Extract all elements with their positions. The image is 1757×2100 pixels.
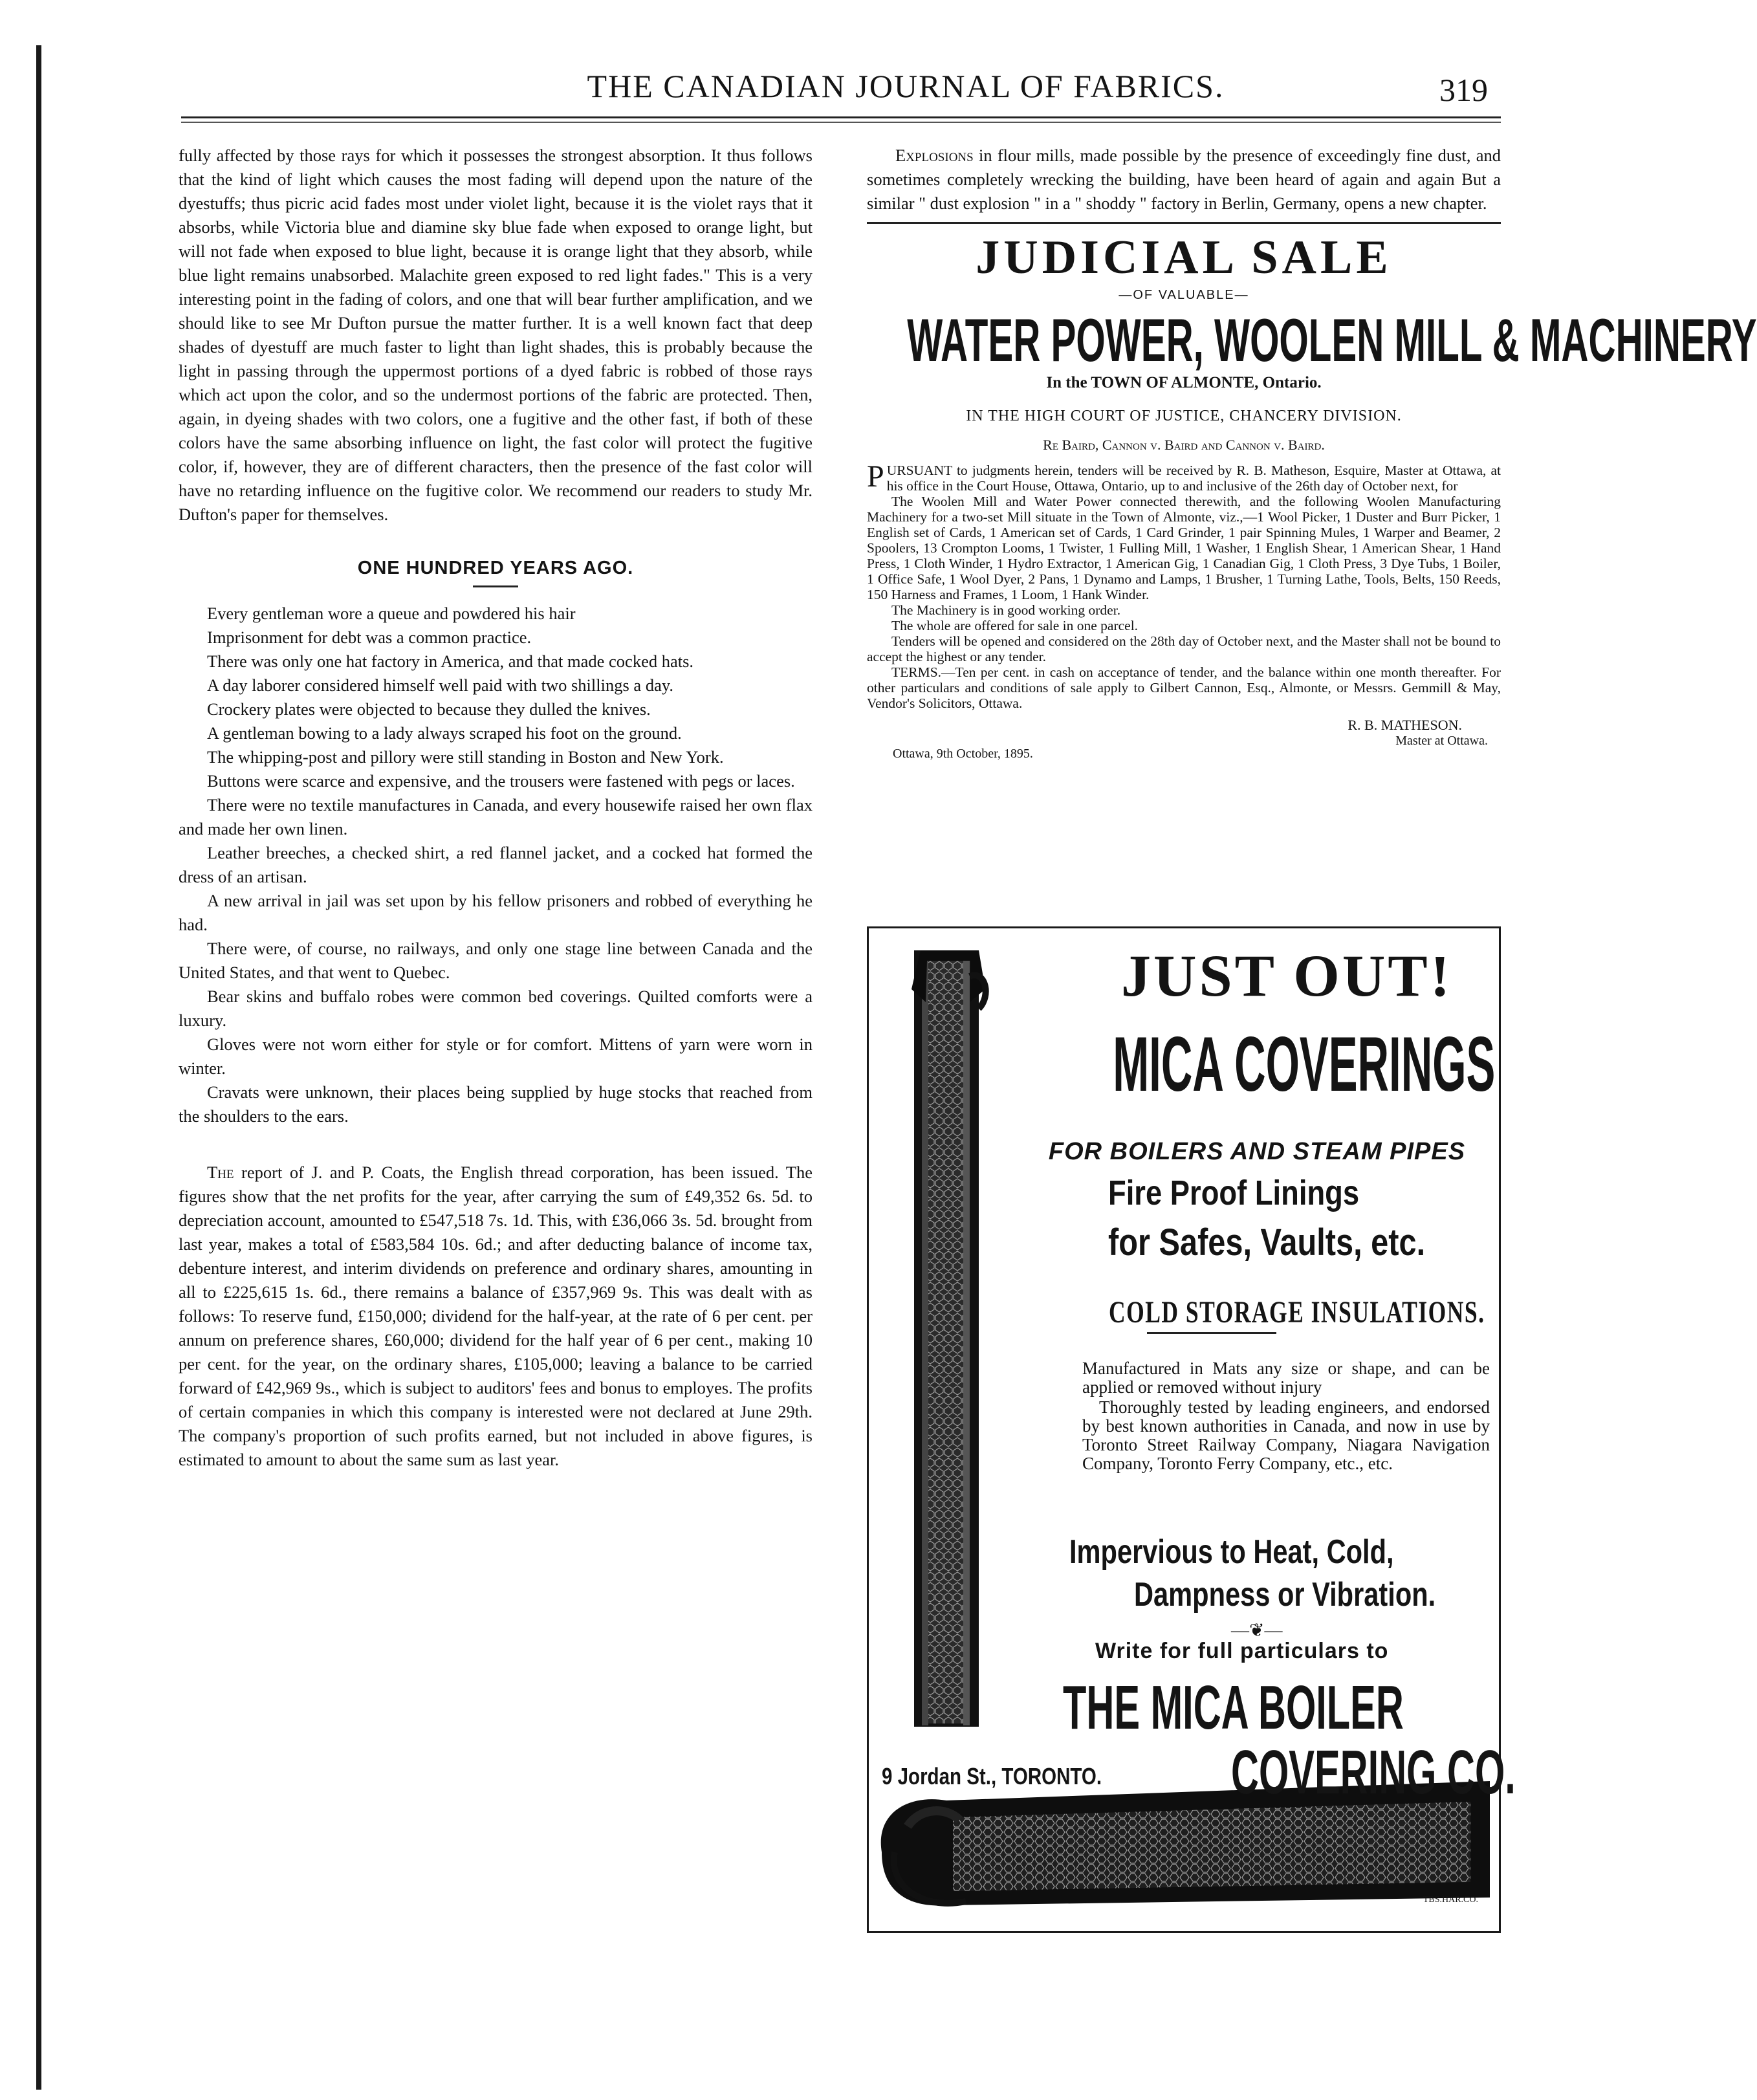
right-column [867, 144, 1757, 761]
explosions-body: in flour mills, made possible by the presence of exceedingly fine dust, and sometimes completely wrecking the building, have been heard of again and again But a similar " dust explosion " in a " shoddy " factory in Berlin, Germany, opens a new chapter. [867, 146, 1501, 213]
list-item: Every gentleman wore a queue and powdered his hair [207, 604, 576, 623]
ad-company-line1: THE MICA BOILER [1063, 1673, 1404, 1742]
section-title: ONE HUNDRED YEARS AGO. [357, 558, 634, 578]
coats-report-paragraph [179, 1161, 813, 1472]
ad-write-for: Write for full particulars to [1095, 1639, 1389, 1663]
running-title: THE CANADIAN JOURNAL OF FABRICS. [587, 68, 1225, 104]
body-paragraph: The whole are offered for sale in one parcel. [891, 618, 1139, 633]
list-item: Bear skins and buffalo robes were common bed coverings. Quilted comforts were a luxury. [179, 987, 813, 1030]
mica-advertisement [867, 926, 1516, 1933]
signature-title: Master at Ottawa. [1395, 734, 1488, 748]
judicial-sale-notice [867, 230, 1757, 454]
list-item: Gloves were not worn either for style or for comfort. Mittens of yarn were worn in winter. [179, 1034, 813, 1078]
section-rule [473, 585, 518, 587]
list-item: Imprisonment for debt was a common practice. [207, 628, 532, 647]
list-item: The whipping-post and pillory were still standing in Boston and New York. [207, 747, 724, 767]
section-divider [867, 222, 1501, 224]
page-binding-edge [36, 45, 41, 2090]
ornament-icon: —❦— [1231, 1621, 1283, 1641]
engraver-mark: TBS.HAR.CO. [1423, 1895, 1478, 1905]
list-item: A gentleman bowing to a lady always scraped his foot on the ground. [207, 723, 682, 743]
ad-address: 9 Jordan St., TORONTO. [882, 1763, 1102, 1789]
hundred-years-list [179, 602, 813, 1128]
ad-headline: MICA COVERINGS [1113, 1021, 1496, 1108]
ad-for-boilers: FOR BOILERS AND STEAM PIPES [1048, 1138, 1466, 1165]
body-paragraph: Tenders will be opened and considered on the 28th day of October next, and the Master shall not be bound to accept the highest or any tender. [867, 633, 1501, 664]
header-rule [181, 116, 1501, 118]
list-item: There were no textile manufactures in Canada, and every housewife raised her own flax and made her own linen. [179, 795, 813, 838]
ad-just-out: JUST OUT! [1121, 943, 1453, 1009]
ad-manufactured: Manufactured in Mats any size or shape, and can be applied or removed without injury [1082, 1359, 1490, 1397]
judicial-sale-town: In the TOWN OF ALMONTE, Ontario. [1046, 374, 1322, 391]
ad-fire-proof: Fire Proof Linings [1108, 1174, 1360, 1212]
ad-safes: for Safes, Vaults, etc. [1108, 1221, 1426, 1263]
list-item: There was only one hat factory in America, and that made cocked hats. [207, 651, 694, 671]
ad-tested: Thoroughly tested by leading engineers, and endorsed by best known authorities in Canada, and now in use by Toronto Street Railway Company, Niagara Navigation Company, Toronto Ferry Company, etc., etc. [1082, 1397, 1490, 1473]
list-item: Cravats were unknown, their places being supplied by huge stocks that reached from the shoulders to the ears. [179, 1082, 813, 1126]
coats-lead: The [207, 1163, 234, 1182]
list-item: Crockery plates were objected to because they dulled the knives. [207, 699, 651, 719]
judicial-sale-court: IN THE HIGH COURT OF JUSTICE, CHANCERY DIVISION. [966, 408, 1402, 424]
vertical-pipe-illustration [908, 950, 992, 1727]
explosions-lead: Explosions [895, 146, 974, 165]
body-paragraph: The Machinery is in good working order. [891, 602, 1121, 618]
list-item: A new arrival in jail was set upon by his fellow prisoners and robbed of everything he had. [179, 891, 813, 934]
drop-cap: P [867, 459, 884, 494]
page-header [181, 67, 1501, 113]
page-number: 319 [1439, 72, 1488, 108]
body-text: URSUANT to judgments herein, tenders will be received by R. B. Matheson, Esquire, Master at Ottawa, at his office in the Court House, Ottawa, Ontario, up to and inclusive of the 26th day of October next, for [886, 463, 1501, 494]
ad-underline [1147, 1332, 1276, 1334]
ad-impervious-line2: Dampness or Vibration. [1134, 1576, 1436, 1613]
signature-name: R. B. MATHESON. [1348, 717, 1462, 733]
notice-date: Ottawa, 9th October, 1895. [893, 747, 1033, 761]
judicial-sale-title: JUDICIAL SALE [976, 231, 1392, 284]
ad-cold-storage: COLD STORAGE INSULATIONS. [1109, 1295, 1485, 1329]
dyes-paragraph: fully affected by those rays for which it possesses the strongest absorption. It thus follows that the kind of light which causes the most fading will depend upon the nature of the dyestuffs; thus picric acid fades most under violet light, because it is the violet rays that it absorbs, while Victoria blue and diamine sky blue fade when exposed to orange light, but will not fade when exposed to blue light, because it is orange light that they absorb, while blue light remains unabsorbed. Malachite green exposed to red light fades." This is a very interesting point in the fading of colors, and one that will bear further amplification, and we should like to see Mr Dufton pursue the matter further. It is a well known fact that deep shades of dyestuff are much faster to light than light shades, this is probably because the light in passing through the uppermost portions of a dyed fabric is robbed of those rays which act upon the color, and so the undermost portions of the fabric are protected. Then, again, in dyeing shades with two colors, one a fugitive and the other fast, if both of these colors have the same absorbing influence on light, the fast color will protect the fugitive color, if, however, they are of different characters, then the presence of the fast color will have no retarding influence on the fugitive color. We recommend our readers to study Mr. Dufton's paper for themselves. [179, 146, 813, 524]
body-paragraph [867, 459, 1501, 494]
list-item: There were, of course, no railways, and only one stage line between Canada and the United States, and that went to Quebec. [179, 939, 813, 982]
list-item: Buttons were scarce and expensive, and the trousers were fastened with pegs or laces. [207, 771, 795, 791]
coats-body: report of J. and P. Coats, the English thread corporation, has been issued. The figures show that the net profits for the year, after carrying the sum of £49,352 6s. 5d. to depreciation account, amounted to £547,518 7s. 1d. This, with £36,066 3s. 5d. brought from last year, makes a total of £583,584 10s. 6d.; and after deducting balance of income tax, debenture interest, and interim dividends on preference and ordinary shares, amounting in all to £225,615 1s. 6d., there remains a balance of £357,969 9s. This was dealt with as follows: To reserve fund, £150,000; dividend for the half-year, at the rate of 6 per cent. per annum on preference shares, £60,000; dividend for the half year of 6 per cent., making 10 per cent. for the year, on the ordinary shares, £105,000; leaving a balance to be carried forward of £42,969 9s., which is subject to auditors' fees and bonus to employes. The profits of certain companies in which this company is interested were not declared at June 29th. The company's proportion of such profits earned, but not included in above figures, is estimated to amount to about the same sum as last year. [179, 1163, 813, 1469]
judicial-sale-of: —OF VALUABLE— [1119, 288, 1249, 302]
body-paragraph: The Woolen Mill and Water Power connected therewith, and the following Woolen Manufacturing Machinery for a two-set Mill situate in the Town of Almonte, viz.,—1 Wool Picker, 1 Duster and Burr Picker, 1 English set of Cards, 1 American set of Cards, 1 Card Grinder, 1 pair Spinning Mules, 1 Warper and Beamer, 2 Spoolers, 13 Crompton Looms, 1 Twister, 1 Fulling Mill, 1 Washer, 1 English Shear, 1 American Shear, 1 Hand Press, 1 Cloth Winder, 1 Hydro Extractor, 1 American Gig, 1 Canadian Gig, 1 Cloth Press, 3 Dye Tubs, 1 Boiler, 1 Office Safe, 1 Wool Dyer, 2 Pans, 1 Dynamo and Lamps, 1 Brusher, 1 Turning Lathe, Tools, Belts, 150 Reeds, 150 Harness and Frames, 1 Loom, 1 Hank Winder. [867, 494, 1501, 602]
ad-company-line2: COVERING CO. [1231, 1738, 1516, 1807]
judicial-sale-subject: WATER POWER, WOOLEN MILL & MACHINERY [907, 306, 1757, 374]
ad-impervious-line1: Impervious to Heat, Cold, [1069, 1533, 1394, 1571]
list-item: A day laborer considered himself well paid with two shillings a day. [207, 675, 673, 695]
header-rule-secondary [181, 122, 1501, 123]
left-column [179, 144, 813, 1472]
judicial-sale-body [867, 459, 1501, 761]
explosions-paragraph [867, 144, 1501, 215]
judicial-sale-parties: Re Baird, Cannon v. Baird and Cannon v. Baird. [1043, 437, 1325, 453]
body-paragraph: TERMS.—Ten per cent. in cash on acceptance of tender, and the balance within one month thereafter. For other particulars and conditions of sale apply to Gilbert Cannon, Esq., Almonte, or Messrs. Gemmill & May, Vendor's Solicitors, Ottawa. [867, 664, 1501, 711]
list-item: Leather breeches, a checked shirt, a red flannel jacket, and a cocked hat formed the dress of an artisan. [179, 843, 813, 886]
